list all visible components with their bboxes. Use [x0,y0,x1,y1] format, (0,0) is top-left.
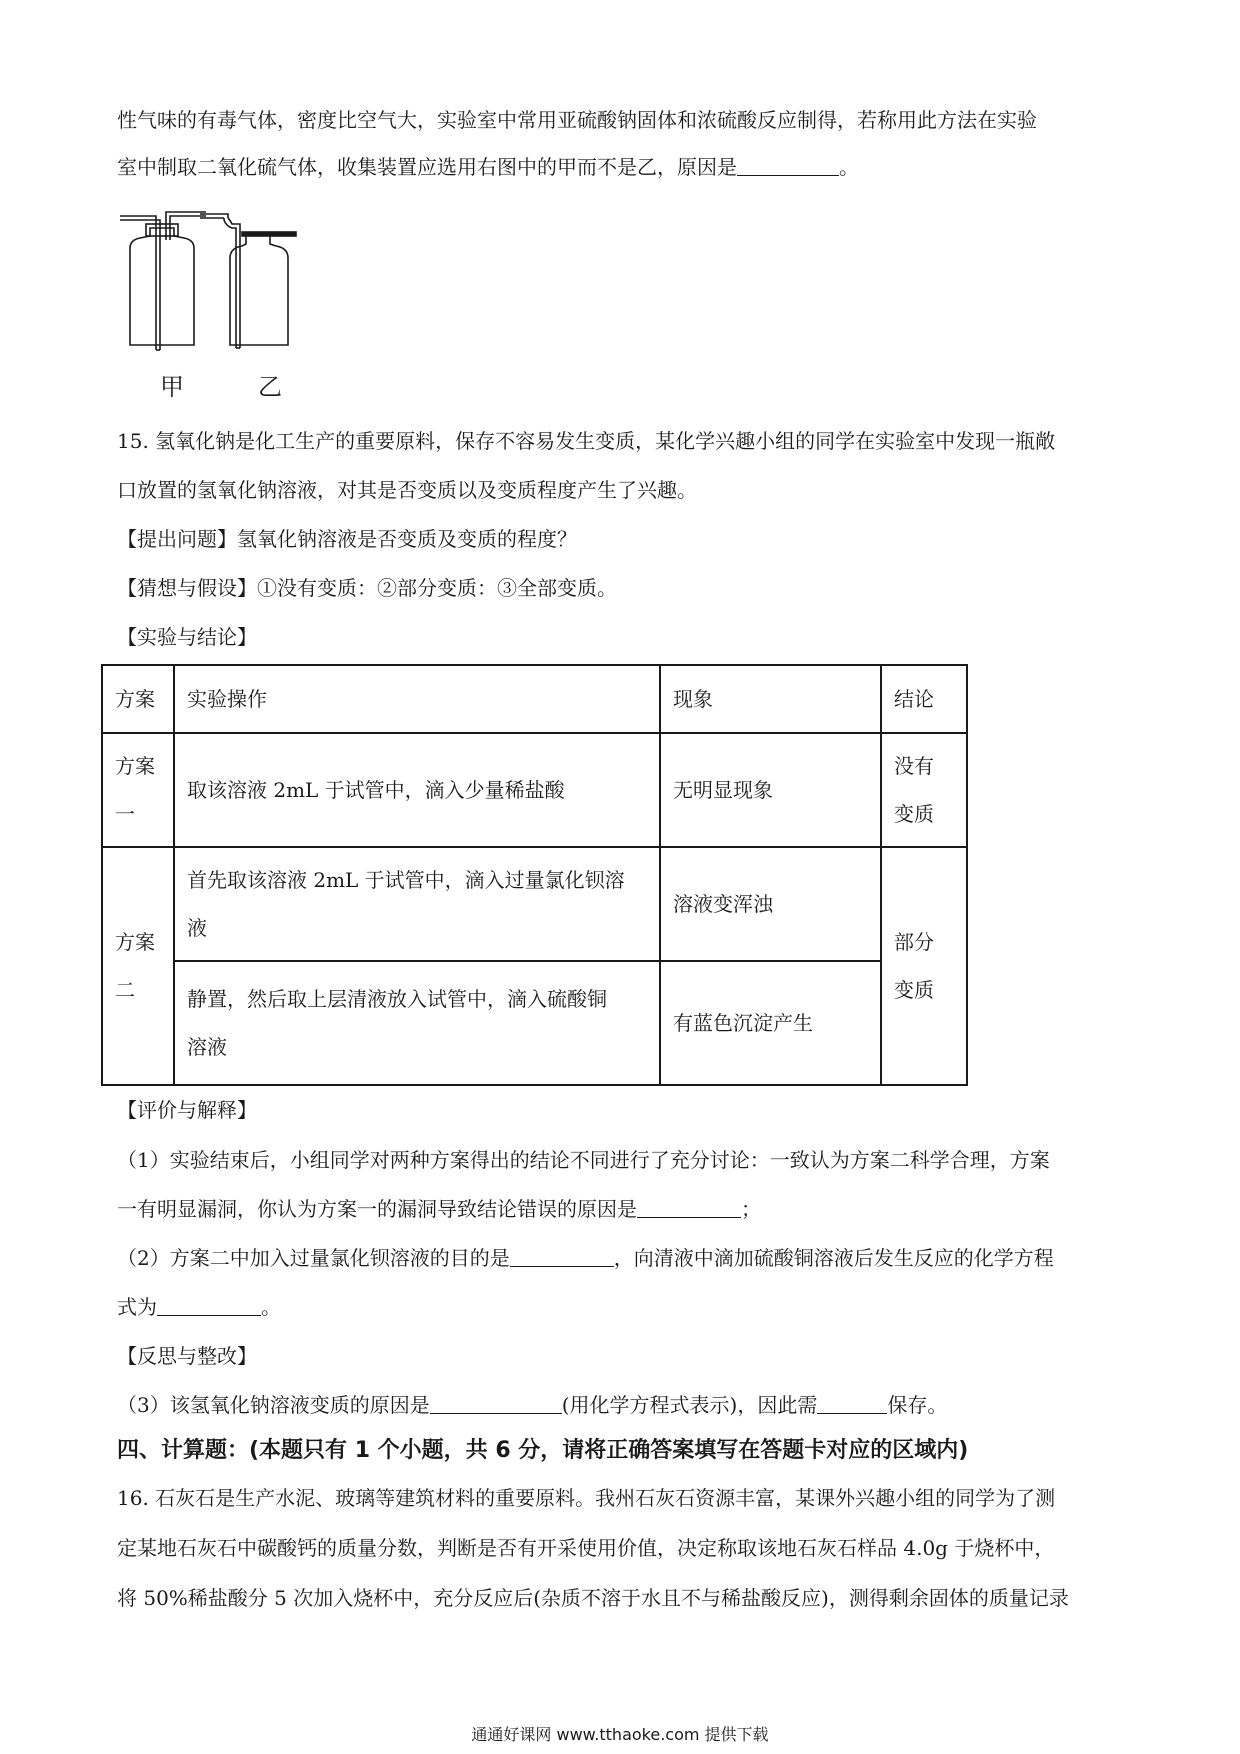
bottle-b [200,214,296,348]
plan2-op1-line1: 首先取该溶液 2mL 于试管中，滴入过量氯化钡溶 [187,868,625,892]
header-operation: 实验操作 [174,665,660,733]
q16-line-1: 16. 石灰石是生产水泥、玻璃等建筑材料的重要原料。我州石灰石资源丰富，某课外兴趣小组的同学为了测 [117,1486,1056,1510]
figure-label-b: 乙 [258,373,282,401]
plan1-conclusion-2: 变质 [894,802,934,826]
plan2-name-2: 二 [115,978,135,1002]
evaluation-p1-line2-end: ； [741,1197,761,1221]
plan2-phenomenon-1: 溶液变浑浊 [660,847,881,961]
reflection-title: 【反思与整改】 [117,1344,257,1368]
plan2-op2-line1: 静置，然后取上层清液放入试管中，滴入硫酸铜 [187,987,607,1011]
intro-line-2-text: 室中制取二氧化硫气体，收集装置应选用右图中的甲而不是乙，原因是 [117,155,737,179]
gas-bottle-diagram [120,210,320,400]
plan2-conclusion [881,847,967,1085]
evaluation-p2-line2 [117,1292,281,1322]
intro-line-2-end: 。 [839,155,859,179]
reflection-p3-end: 保存。 [887,1393,948,1417]
intro-line-2 [117,152,859,182]
plan2-operation-2 [174,961,660,1085]
evaluation-p2-line1 [117,1243,1054,1273]
evaluation-p2-line2-text: 式为 [117,1295,157,1319]
answer-blank[interactable] [157,1295,261,1316]
evaluation-title: 【评价与解释】 [117,1098,257,1122]
header-conclusion: 结论 [881,665,967,733]
q15-line-1: 15. 氢氧化钠是化工生产的重要原料，保存不容易发生变质，某化学兴趣小组的同学在实验室中发现一瓶敞 [117,429,1056,453]
bottle-a [120,212,206,350]
answer-blank[interactable] [637,1197,741,1218]
answer-blank[interactable] [430,1393,562,1414]
gas-bottle-figure [120,210,320,404]
evaluation-p2-line2-end: 。 [261,1295,281,1319]
header-plan: 方案 [102,665,174,733]
plan2-operation-1 [174,847,660,961]
plan2-name [102,847,174,1085]
plan2-conclusion-1: 部分 [894,930,934,954]
q15-hypothesis: 【猜想与假设】①没有变质：②部分变质：③全部变质。 [117,576,617,600]
plan2-name-1: 方案 [115,930,155,954]
answer-blank[interactable] [817,1393,887,1414]
reflection-p3-text: （3）该氢氧化钠溶液变质的原因是 [117,1393,430,1417]
table-row-plan1 [102,733,967,847]
table-row-plan2b [102,961,967,1085]
evaluation-p2-text: （2）方案二中加入过量氯化钡溶液的目的是 [117,1246,510,1270]
reflection-p3-mid: (用化学方程式表示)，因此需 [561,1393,818,1417]
answer-blank[interactable] [510,1246,614,1267]
plan1-name-1: 方案 [115,754,155,778]
q16-line-2: 定某地石灰石中碳酸钙的质量分数，判断是否有开采使用价值，决定称取该地石灰石样品 4.0g 于烧杯中， [117,1536,1055,1560]
q15-question: 【提出问题】氢氧化钠溶液是否变质及变质的程度？ [117,527,577,551]
section4-heading: 四、计算题：(本题只有 1 个小题，共 6 分，请将正确答案填写在答题卡对应的区域内) [117,1438,969,1463]
plan1-conclusion-1: 没有 [894,754,934,778]
answer-blank[interactable] [737,155,839,176]
plan2-conclusion-2: 变质 [894,978,934,1002]
page-footer: 通通好课网 www.tthaoke.com 提供下载 [471,1725,769,1744]
plan2-phenomenon-2: 有蓝色沉淀产生 [660,961,881,1085]
evaluation-p1-line1: （1）实验结束后，小组同学对两种方案得出的结论不同进行了充分讨论：一致认为方案二科学合理，方案 [117,1148,1050,1172]
evaluation-p1-line2 [117,1194,761,1224]
table-row-plan2a [102,847,967,961]
plan2-op1-line2: 液 [187,916,207,940]
figure-label-a: 甲 [160,373,184,401]
evaluation-p1-line2-text: 一有明显漏洞，你认为方案一的漏洞导致结论错误的原因是 [117,1197,637,1221]
plan1-phenomenon: 无明显现象 [660,733,881,847]
header-phenomenon: 现象 [660,665,881,733]
intro-line-1: 性气味的有毒气体，密度比空气大，实验室中常用亚硫酸钠固体和浓硫酸反应制得，若称用此方法在实验 [117,108,1037,132]
q15-exp-title: 【实验与结论】 [117,625,257,649]
q16-line-3: 将 50%稀盐酸分 5 次加入烧杯中，充分反应后(杂质不溶于水且不与稀盐酸反应)，测得剩余固体的质量记录 [117,1586,1069,1610]
plan1-operation: 取该溶液 2mL 于试管中，滴入少量稀盐酸 [174,733,660,847]
evaluation-p2-text-after: ，向清液中滴加硫酸铜溶液后发生反应的化学方程 [613,1246,1054,1270]
q15-line-2: 口放置的氢氧化钠溶液，对其是否变质以及变质程度产生了兴趣。 [117,478,697,502]
plan1-name [102,733,174,847]
plan1-name-2: 一 [115,802,135,826]
plan2-op2-line2: 溶液 [187,1035,227,1059]
reflection-p3 [117,1390,947,1420]
experiment-table [101,664,968,1086]
table-header-row [102,665,967,733]
plan1-conclusion [881,733,967,847]
